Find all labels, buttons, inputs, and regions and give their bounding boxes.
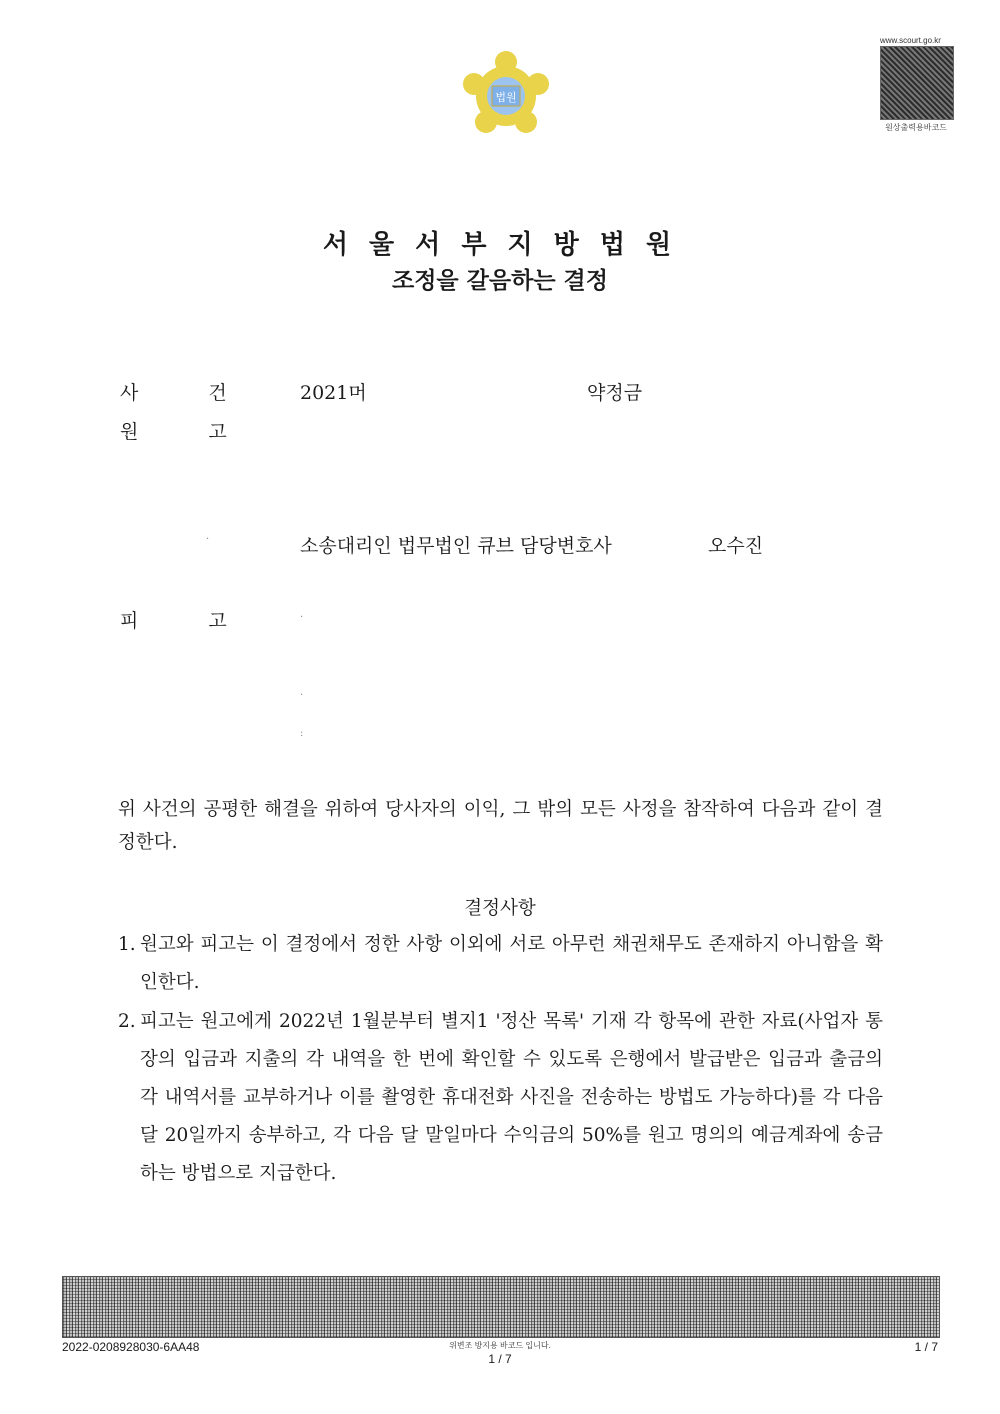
qr-code [880, 46, 954, 120]
anti-forgery-barcode [62, 1276, 940, 1338]
qr-url: www.scourt.go.kr [880, 36, 941, 45]
case-label: 사 건 [120, 382, 227, 404]
court-emblem-icon [456, 48, 556, 146]
plaintiff-representative: 소송대리인 법무법인 큐브 담당변호사 [300, 535, 612, 557]
barcode-notice: 위변조 방지용 바코드 입니다. [449, 1341, 551, 1350]
court-name: 서 울 서 부 지 방 법 원 [322, 230, 678, 260]
plaintiff-label: 원 고 [120, 421, 227, 443]
redaction-mark: · [300, 612, 304, 623]
qr-caption: 원상출력용바코드 [885, 123, 947, 132]
document-id: 2022-0208928030-6AA48 [62, 1340, 200, 1354]
page-number-right: 1 / 7 [914, 1340, 938, 1354]
list-item [118, 1003, 883, 1193]
section-heading: 결정사항 [464, 898, 536, 919]
intro-paragraph: 위 사건의 공평한 해결을 위하여 당사자의 이익, 그 밖의 모든 사정을 참작하여 다음과 같이 결정한다. [118, 799, 883, 853]
item-number: 2. [118, 1011, 136, 1032]
redaction-mark: · [300, 690, 304, 701]
document-title: 조정을 갈음하는 결정 [392, 268, 608, 294]
emblem-text: 법원 [495, 91, 517, 104]
redaction-mark: : [300, 728, 304, 739]
item-text: 원고와 피고는 이 결정에서 정한 사항 이외에 서로 아무런 채권채무도 존재하지 아니함을 확인한다. [140, 934, 883, 993]
case-number: 2021머 [300, 382, 367, 404]
list-item [118, 926, 883, 1002]
plaintiff-lawyer: 오수진 [708, 535, 764, 557]
case-title: 약정금 [587, 382, 643, 404]
defendant-label: 피 고 [120, 610, 227, 632]
item-text: 피고는 원고에게 2022년 1월분부터 별지1 '정산 목록' 기재 각 항목에 관한 자료(사업자 통장의 입금과 지출의 각 내역을 한 번에 확인할 수 있도록 은행에서 발급받은 입금과 출금의 각 내역서를 교부하거나 이를 촬영한 휴대전화 사진을 전송하는 방법도 가능하다)를 각 다음 달 20일까지 송부하고, 각 다음 달 말일마다 수익금의 50%를 원고 명의의 예금계좌에 송금하는 방법으로 지급한다. [140, 1011, 883, 1184]
redaction-mark: · [206, 534, 210, 545]
item-number: 1. [118, 934, 136, 955]
page-number: 1 / 7 [488, 1352, 512, 1366]
